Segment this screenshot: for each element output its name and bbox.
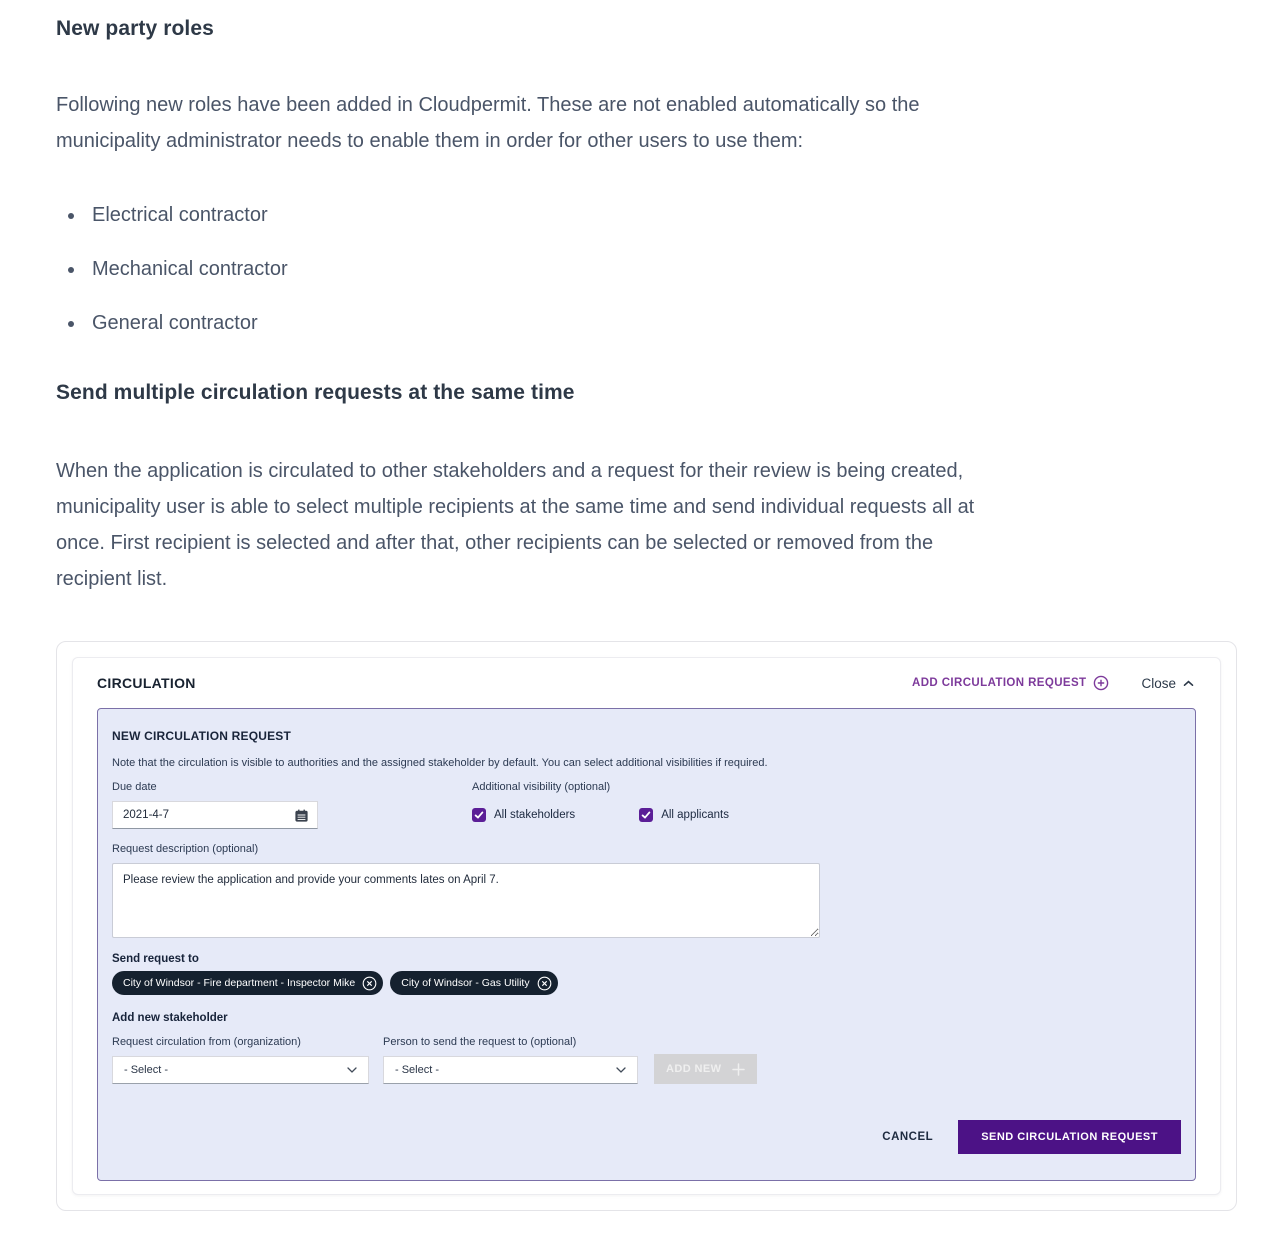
panel-title: NEW CIRCULATION REQUEST — [112, 729, 292, 743]
new-circulation-request-panel — [97, 708, 1196, 1181]
heading-new-party-roles: New party roles — [56, 17, 214, 40]
person-select-value: - Select - — [395, 1064, 440, 1076]
visibility-checkboxes — [472, 801, 729, 829]
chevron-up-icon — [1183, 680, 1194, 687]
date-visibility-row — [112, 781, 1181, 829]
close-button[interactable] — [1141, 676, 1194, 691]
calendar-icon[interactable] — [295, 809, 308, 822]
paragraph-line: When the application is circulated to other stakeholders and a request for their review is being created, — [56, 460, 964, 482]
all-applicants-checkbox[interactable] — [639, 808, 729, 822]
panel-footer — [112, 1120, 1181, 1154]
remove-recipient-icon[interactable] — [537, 976, 552, 991]
roles-list — [56, 203, 1236, 335]
panel-note: Note that the circulation is visible to authorities and the assigned stakeholder by default. You can select additional visibilities if required. — [112, 757, 768, 769]
recipient-chips — [112, 971, 1181, 995]
paragraph-line: recipient list. — [56, 568, 168, 590]
person-field — [383, 1036, 638, 1084]
list-item: • General contractor — [86, 311, 1236, 335]
checkbox-check-icon — [639, 808, 653, 822]
additional-visibility-field — [472, 781, 729, 829]
cancel-button[interactable]: CANCEL — [882, 1131, 934, 1143]
paragraph-line: municipality user is able to select multiple recipients at the same time and send individual requests all at — [56, 496, 975, 518]
screenshot-frame — [56, 641, 1237, 1211]
add-circulation-request-label: ADD CIRCULATION REQUEST — [912, 677, 1087, 689]
chevron-down-icon — [616, 1067, 626, 1073]
request-description-textarea[interactable] — [112, 863, 820, 938]
add-new-button[interactable] — [654, 1054, 757, 1084]
paragraph-new-roles — [56, 87, 1236, 159]
paragraph-circulation — [56, 453, 1236, 597]
header-actions — [912, 675, 1194, 691]
add-new-stakeholder-label: Add new stakeholder — [112, 1012, 228, 1024]
circulation-card — [72, 657, 1221, 1195]
due-date-label: Due date — [112, 781, 157, 793]
add-stakeholder-row — [112, 1036, 1181, 1084]
request-description-label: Request description (optional) — [112, 843, 259, 855]
organization-field — [112, 1036, 369, 1084]
request-description-field — [112, 843, 1181, 938]
all-applicants-label: All applicants — [661, 809, 729, 821]
all-stakeholders-checkbox[interactable] — [472, 808, 575, 822]
plus-circle-icon — [1093, 675, 1109, 691]
additional-visibility-label: Additional visibility (optional) — [472, 781, 611, 793]
plus-icon — [732, 1063, 745, 1076]
all-stakeholders-label: All stakeholders — [494, 809, 576, 821]
chevron-down-icon — [347, 1067, 357, 1073]
list-item: • Electrical contractor — [86, 203, 1236, 227]
add-circulation-request-button[interactable] — [912, 675, 1109, 691]
organization-label: Request circulation from (organization) — [112, 1036, 301, 1048]
list-item: • Mechanical contractor — [86, 257, 1236, 281]
organization-select-value: - Select - — [124, 1064, 169, 1076]
organization-select[interactable] — [112, 1056, 369, 1084]
send-circulation-request-button[interactable]: SEND CIRCULATION REQUEST — [958, 1120, 1181, 1154]
paragraph-line: Following new roles have been added in Cloudpermit. These are not enabled automatically so the — [56, 94, 920, 116]
send-request-to-label: Send request to — [112, 953, 199, 965]
recipient-chip — [112, 971, 383, 995]
close-label: Close — [1141, 675, 1176, 691]
due-date-input[interactable] — [112, 801, 318, 829]
paragraph-line: once. First recipient is selected and after that, other recipients can be selected or removed from the — [56, 532, 934, 554]
circulation-title: CIRCULATION — [97, 675, 196, 691]
remove-recipient-icon[interactable] — [362, 976, 377, 991]
circulation-header — [97, 675, 1196, 691]
person-select[interactable] — [383, 1056, 638, 1084]
due-date-field — [112, 781, 318, 829]
add-new-label: ADD NEW — [666, 1063, 722, 1075]
due-date-value[interactable] — [123, 809, 273, 821]
paragraph-line: municipality administrator needs to enable them in order for other users to use them: — [56, 130, 804, 152]
recipient-chip-label: City of Windsor - Fire department - Inspector Mike — [123, 977, 356, 989]
person-label: Person to send the request to (optional) — [383, 1036, 577, 1048]
heading-send-multiple-requests: Send multiple circulation requests at the same time — [56, 381, 575, 404]
recipient-chip — [390, 971, 557, 995]
checkbox-check-icon — [472, 808, 486, 822]
recipient-chip-label: City of Windsor - Gas Utility — [401, 977, 530, 989]
